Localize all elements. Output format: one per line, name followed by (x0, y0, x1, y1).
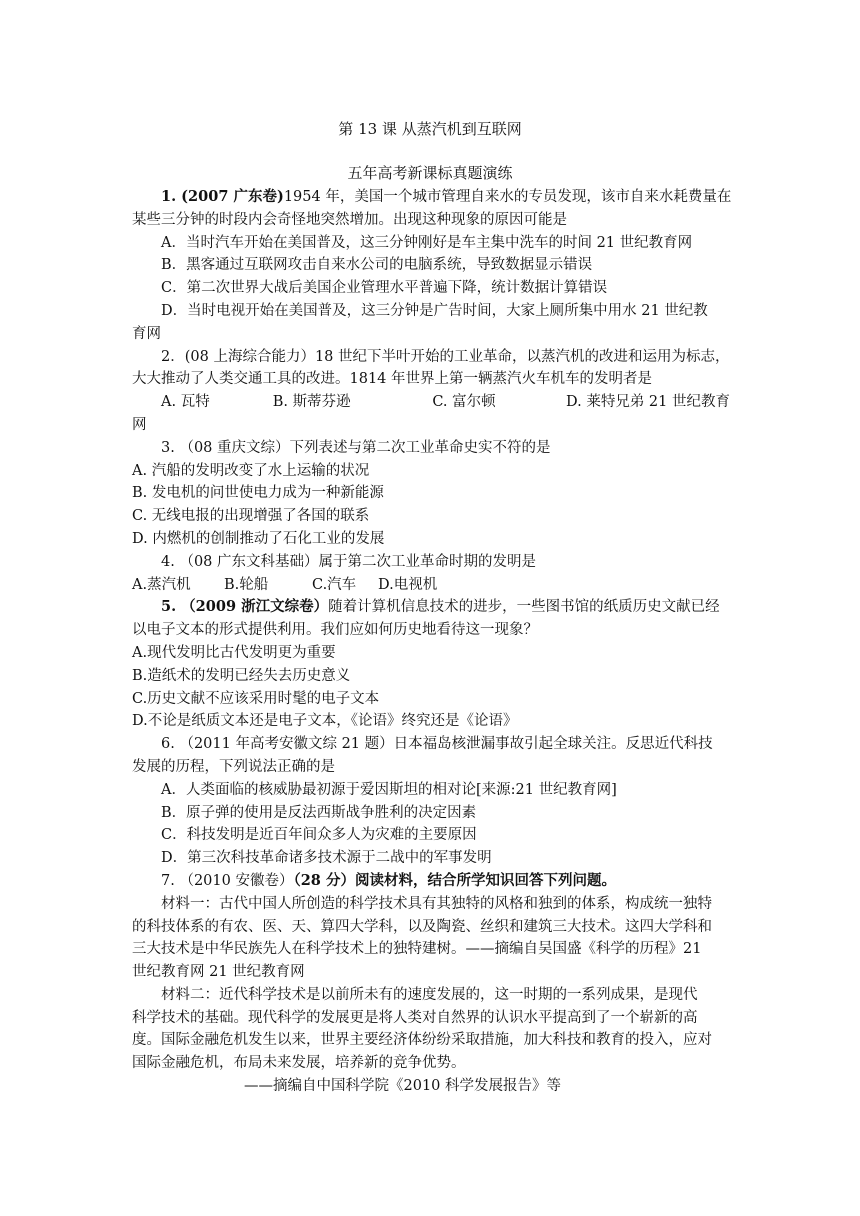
q6-option-b: B．原子弹的使用是反法西斯战争胜利的决定因素 (161, 804, 477, 821)
q2-stem-line-2: 大大推动了人类交通工具的改进。1814 年世界上第一辆蒸汽火车机车的发明者是 (132, 371, 653, 388)
q4-option-b: B.轮船 (224, 576, 269, 593)
q4-option-c: C.汽车 (312, 576, 357, 593)
q3-option-a: A. 汽船的发明改变了水上运输的状况 (132, 462, 370, 479)
q5-option-c: C.历史文献不应该采用时髦的电子文本 (132, 690, 380, 707)
q1-option-d: D．当时电视开始在美国普及，这三分钟是广告时间，大家上厕所集中用水 21 世纪教 (161, 302, 708, 319)
q7-material-2-line-4: 国际金融危机，布局未来发展，培养新的竞争优势。 (132, 1055, 466, 1072)
q4-stem: 4. （08 广东文科基础）属于第二次工业革命时期的发明是 (161, 553, 537, 570)
q5-stem-line-1: 5. （2009 浙江文综卷）随着计算机信息技术的进步，一些图书馆的纸质历史文献已经 (161, 598, 720, 616)
q4-options (132, 574, 730, 597)
lesson-title: 第 13 课 从蒸汽机到互联网 (338, 120, 522, 138)
q7-stem (132, 870, 730, 893)
q3-stem: 3. （08 重庆文综）下列表述与第二次工业革命史实不符的是 (161, 439, 551, 456)
q2-option-b: B. 斯蒂芬逊 (272, 394, 351, 411)
q5-option-d: D.不论是纸质文本还是电子文本，《论语》终究还是《论语》 (132, 713, 518, 730)
q7-material-2-line-1: 材料二：近代科学技术是以前所未有的速度发展的，这一时期的一系列成果，是现代 (161, 986, 698, 1003)
q7-material-1-line-2: 的科技体系的有农、医、天、算四大学科，以及陶瓷、丝织和建筑三大技术。这四大学科和 (132, 918, 712, 935)
q7-material-2-line-3: 度。国际金融危机发生以来，世界主要经济体纷纷采取措施，加大科技和教育的投入，应对 (132, 1032, 712, 1049)
q2-option-d-cont: 网 (132, 416, 147, 433)
q7-material-1-line-3: 三大技术是中华民族先人在科学技术上的独特建树。——摘编自吴国盛《科学的历程》21 (132, 941, 702, 958)
q7-material-1-line-1: 材料一：古代中国人所创造的科学技术具有其独特的风格和独到的体系，构成统一独特 (161, 895, 712, 912)
q6-stem-line-1: 6. （2011 年高考安徽文综 21 题）日本福岛核泄漏事故引起全球关注。反思近代科技 (161, 736, 713, 753)
q7-source: 7. （2010 安徽卷） (161, 872, 294, 889)
q2-option-a: A. 瓦特 (161, 394, 210, 411)
q6-option-c: C．科技发明是近百年间众多人为灾难的主要原因 (161, 827, 477, 844)
document-body (132, 186, 730, 1098)
q2-option-c: C. 富尔顿 (432, 394, 496, 411)
q3-option-c: C. 无线电报的出现增强了各国的联系 (132, 508, 370, 525)
q2-options (132, 391, 730, 414)
q5-stem-line-2: 以电子文本的形式提供利用。我们应如何历史地看待这一现象？ (132, 622, 538, 639)
q1-stem-line-1: 1. (2007 广东卷)1954 年，美国一个城市管理自来水的专员发现，该市自来水耗费量在 (161, 188, 732, 205)
q7-material-2-line-2: 科学技术的基础。现代科学的发展更是将人类对自然界的认识水平提高到了一个崭新的高 (132, 1009, 698, 1026)
q2-option-d: D. 莱特兄弟 21 世纪教育 (566, 394, 730, 411)
q2-stem-line-1: 2．(08 上海综合能力）18 世纪下半叶开始的工业革命，以蒸汽机的改进和运用为标志， (161, 348, 730, 365)
q6-option-d: D．第三次科技革命诸多技术源于二战中的军事发明 (161, 850, 492, 867)
q1-option-d-cont: 育网 (132, 325, 161, 342)
q5-source: 5. （2009 浙江文综卷） (161, 598, 329, 616)
q1-source: 1. (2007 广东卷) (161, 188, 284, 205)
q1-option-c: C．第二次世界大战后美国企业管理水平普遍下降，统计数据计算错误 (161, 280, 608, 297)
q5-option-b: B.造纸术的发明已经失去历史意义 (132, 667, 351, 684)
q7-material-2-source: ——摘编自中国科学院《2010 科学发展报告》等 (244, 1078, 562, 1095)
q1-option-b: B．黑客通过互联网攻击自来水公司的电脑系统，导致数据显示错误 (161, 257, 593, 274)
q4-option-a: A.蒸汽机 (132, 576, 191, 593)
q6-stem-line-2: 发展的历程，下列说法正确的是 (132, 758, 335, 775)
q4-option-d: D.电视机 (378, 576, 438, 593)
q1-option-a: A．当时汽车开始在美国普及，这三分钟刚好是车主集中洗车的时间 21 世纪教育网 (161, 234, 693, 251)
q5-option-a: A.现代发明比古代发明更为重要 (132, 644, 336, 661)
q3-option-b: B. 发电机的问世使电力成为一种新能源 (132, 485, 384, 502)
q7-material-1-line-4: 世纪教育网 21 世纪教育网 (132, 964, 305, 981)
q3-option-d: D. 内燃机的创制推动了石化工业的发展 (132, 530, 385, 547)
q1-stem-line-2: 某些三分钟的时段内会奇怪地突然增加。出现这种现象的原因可能是 (132, 211, 567, 228)
section-subtitle: 五年高考新课标真题演练 (347, 164, 513, 182)
q7-points: （28 分）阅读材料，结合所学知识回答下列问题。 (293, 871, 616, 889)
q6-option-a: A．人类面临的核威胁最初源于爱因斯坦的相对论[来源:21 世纪教育网] (161, 781, 617, 798)
